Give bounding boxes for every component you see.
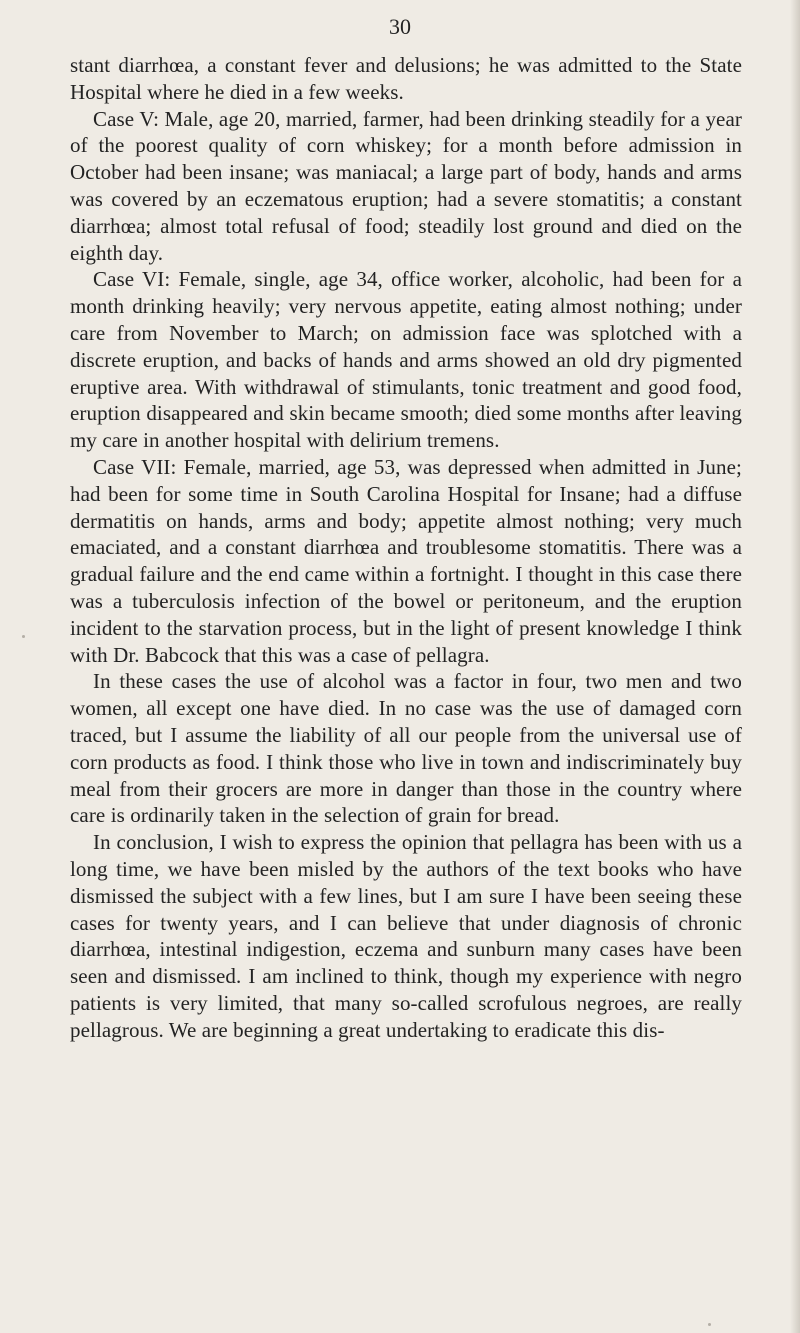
body-text bbox=[70, 52, 742, 1043]
paper-speck bbox=[22, 635, 25, 638]
paragraph-case-vi: Case VI: Female, single, age 34, office worker, alcoholic, had been for a month drinking heavily; very nervous appetite, eating almost nothing; under care from November to March; on admission face was splotched with a discrete eruption, and backs of hands and arms showed an old dry pigmented eruptive area. With withdrawal of stimulants, tonic treatment and good food, eruption disappeared and skin became smooth; died some months after leaving my care in another hospital with delirium tremens. bbox=[70, 267, 742, 453]
page-number: 30 bbox=[389, 14, 411, 39]
paragraph-conclusion: In conclusion, I wish to express the opinion that pellagra has been with us a long time, we have been misled by the authors of the text books who have dismissed the subject with a few lines, but I am sure I have been seeing these cases for twenty years, and I can believe that under diagnosis of chronic diarrhœa, intestinal indigestion, eczema and sunburn many cases have been seen and dismissed. I am inclined to think, though my experience with negro patients is very limited, that many so-called scrofulous negroes, are really pellagrous. We are beginning a great undertaking to eradicate this dis- bbox=[70, 830, 742, 1042]
paper-speck bbox=[708, 1323, 711, 1326]
paragraph-case-vii: Case VII: Female, married, age 53, was depressed when admitted in June; had been for some time in South Carolina Hospital for Insane; had a diffuse dermatitis on hands, arms and body; appetite almost nothing; very much emaciated, and a constant diarrhœa and troublesome stomatitis. There was a gradual failure and the end came within a fortnight. I thought in this case there was a tuberculosis infection of the bowel or peritoneum, and the eruption incident to the starvation process, but in the light of present knowledge I think with Dr. Babcock that this was a case of pellagra. bbox=[70, 454, 742, 667]
paragraph-case-v: Case V: Male, age 20, married, farmer, had been drinking steadily for a year of the poorest quality of corn whiskey; for a month before admission in October had been insane; was maniacal; a large part of body, hands and arms was covered by an eczematous eruption; had a severe stomatitis; a constant diarrhœa; almost total refusal of food; steadily lost ground and died on the eighth day. bbox=[70, 106, 742, 265]
page-edge-shadow bbox=[790, 0, 800, 1333]
paragraph-continued: stant diarrhœa, a constant fever and delusions; he was admitted to the State Hospital where he died in a few weeks. bbox=[70, 53, 742, 104]
paragraph-alcohol-factor: In these cases the use of alcohol was a factor in four, two men and two women, all except one have died. In no case was the use of damaged corn traced, but I assume the liability of all our people from the universal use of corn products as food. I think those who live in town and indiscriminately buy meal from their grocers are more in danger than those in the country where care is ordinarily taken in the selection of grain for bread. bbox=[70, 669, 742, 828]
